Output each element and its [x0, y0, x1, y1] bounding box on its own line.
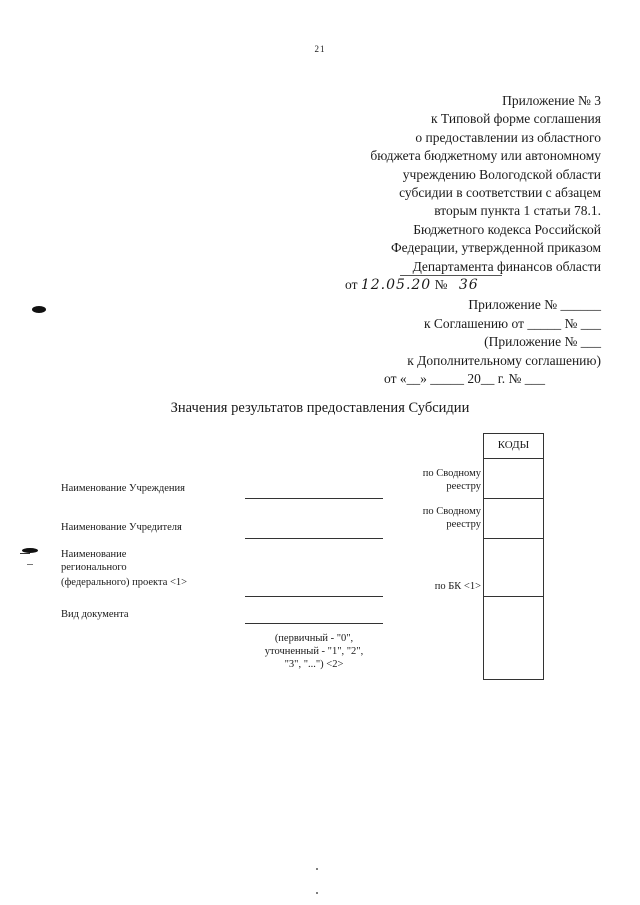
order-no-label: №	[434, 277, 448, 293]
margin-mark	[32, 306, 46, 313]
project-underline	[245, 596, 383, 597]
project-label-line: (федерального) проекта <1>	[61, 577, 188, 588]
appendix-line: Федерации, утвержденной приказом	[390, 240, 601, 256]
doc-type-label: Вид документа	[61, 609, 129, 620]
order-number-handwritten: 36	[458, 277, 479, 294]
appendix-line: субсидии в соответствии с абзацем	[399, 185, 601, 201]
project-label-line: Наименование	[61, 549, 127, 560]
order-line	[301, 276, 601, 294]
order-date-handwritten: 12.05.20	[360, 277, 432, 294]
annex-line: Приложение № ______	[468, 297, 601, 312]
appendix-header	[301, 92, 601, 294]
doc-type-note-line: "3", "...") <2>	[284, 659, 344, 670]
code-cell-doc-type	[484, 597, 543, 679]
annex-line: от «__» _____ 20__ г. № ___	[384, 371, 545, 387]
codes-table	[483, 433, 544, 680]
doc-type-note	[245, 632, 383, 671]
appendix-line: бюджета бюджетному или автономному	[370, 148, 601, 164]
code-cell-founder	[484, 499, 543, 539]
registry-label-line: по Сводному	[422, 506, 481, 517]
scan-dot	[316, 892, 318, 894]
project-label	[61, 548, 187, 589]
institution-registry-label	[380, 467, 481, 493]
appendix-line: Приложение № 3	[502, 93, 601, 108]
doc-type-note-line: (первичный - "0",	[274, 633, 354, 644]
order-prefix: от	[345, 277, 358, 293]
institution-underline	[245, 498, 383, 499]
doc-type-note-line: уточненный - "1", "2",	[264, 646, 364, 657]
institution-label: Наименование Учреждения	[61, 483, 185, 494]
margin-tick	[27, 564, 33, 565]
page-number: 21	[314, 44, 326, 54]
registry-label-line: реестру	[446, 519, 481, 530]
annex-header	[281, 296, 601, 389]
annex-line: к Соглашению от _____ № ___	[423, 315, 601, 331]
registry-label-line: по Сводному	[422, 468, 481, 479]
margin-tick	[20, 553, 30, 554]
appendix-line: Бюджетного кодекса Российской	[413, 221, 601, 237]
founder-registry-label	[380, 505, 481, 531]
order-underline	[400, 275, 502, 276]
bk-label: по БК <1>	[434, 581, 481, 592]
codes-header: КОДЫ	[484, 434, 543, 459]
project-label-line: регионального	[61, 562, 127, 573]
doc-type-underline	[245, 623, 383, 624]
document-title: Значения результатов предоставления Субсидии	[170, 400, 470, 416]
appendix-line: вторым пункта 1 статьи 78.1.	[434, 203, 601, 219]
registry-label-line: реестру	[446, 481, 481, 492]
scan-dot	[316, 868, 318, 870]
code-cell-institution	[484, 459, 543, 499]
appendix-line: Департамента финансов области	[412, 258, 601, 274]
founder-label: Наименование Учредителя	[61, 522, 182, 533]
appendix-line: учреждению Вологодской области	[402, 166, 601, 182]
founder-underline	[245, 538, 383, 539]
appendix-line: о предоставлении из областного	[415, 129, 601, 145]
code-cell-project	[484, 539, 543, 597]
annex-line: к Дополнительному соглашению)	[407, 352, 601, 368]
appendix-line: к Типовой форме соглашения	[431, 111, 601, 127]
annex-line: (Приложение № ___	[484, 334, 601, 350]
